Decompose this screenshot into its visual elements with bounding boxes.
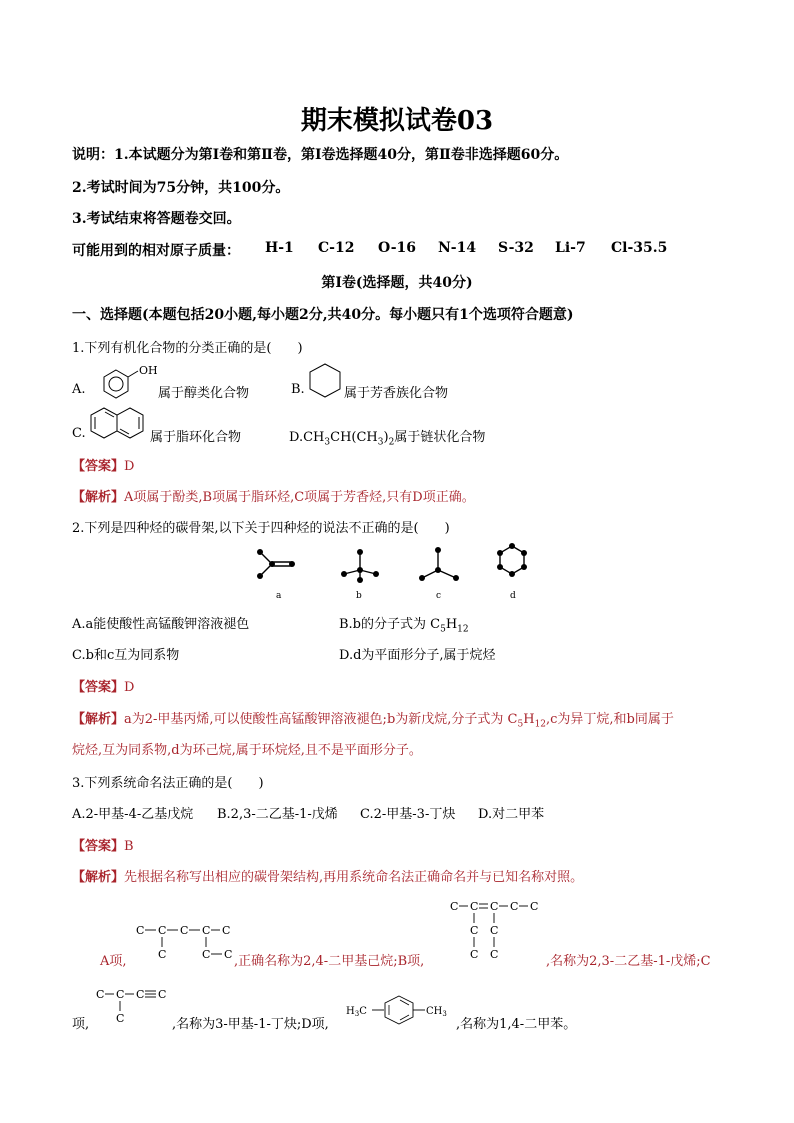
q1-analysis: 【解析】A项属于酚类,B项属于脂环烃,C项属于芳香烃,只有D项正确。 bbox=[72, 490, 475, 505]
skeleton-label-b: b bbox=[356, 591, 362, 601]
naphthalene-structure bbox=[86, 404, 148, 442]
q3-result-b: ,名称为2,3-二乙基-1-戊烯;C bbox=[546, 954, 711, 969]
svg-text:H3C: $H_3C$ bbox=[346, 1006, 367, 1018]
q3-option-c: C.2-甲基-3-丁炔 bbox=[360, 807, 456, 822]
q2-stem: 2.下列是四种烃的碳骨架,以下关于四种烃的说法不正确的是( ) bbox=[72, 521, 450, 536]
mass-o: O-16 bbox=[378, 240, 417, 256]
svg-text:C: C bbox=[470, 948, 479, 961]
svg-text:C: C bbox=[490, 924, 499, 937]
page-title: 期末模拟试卷03 bbox=[300, 106, 494, 136]
svg-text:C: C bbox=[470, 924, 479, 937]
q3-result-c: ,名称为3-甲基-1-丁炔;D项, bbox=[172, 1017, 329, 1032]
svg-text:C: C bbox=[222, 924, 231, 937]
mass-li: Li-7 bbox=[555, 240, 586, 256]
svg-text:C: C bbox=[116, 1012, 125, 1025]
svg-text:C: C bbox=[450, 900, 459, 913]
q1-answer: 【答案】D bbox=[72, 459, 135, 474]
q2-answer: 【答案】D bbox=[72, 680, 135, 695]
q1-option-d: $D.CH_3CH(CH_3)_2$属于链状化合物 bbox=[289, 430, 486, 448]
svg-text:C: C bbox=[116, 988, 125, 1001]
q1-stem: 1.下列有机化合物的分类正确的是( ) bbox=[72, 341, 303, 356]
skeleton-label-c: c bbox=[436, 591, 442, 601]
q3-item-a: A项, bbox=[100, 954, 127, 969]
q3-result-a: ,正确名称为2,4-二甲基己烷;B项, bbox=[234, 954, 425, 969]
q3-stem: 3.下列系统命名法正确的是( ) bbox=[72, 776, 264, 791]
note-1: 说明：1.本试题分为第Ⅰ卷和第Ⅱ卷，第Ⅰ卷选择题40分，第Ⅱ卷非选择题60分。 bbox=[72, 147, 569, 163]
q2-analysis-line1: 【解析】a为2-甲基丙烯,可以使酸性高锰酸钾溶液褪色;b为新戊烷,分子式为 $C_5H_{12},c$为异丁烷,和b同属于 bbox=[72, 712, 674, 730]
mass-cl: Cl-35.5 bbox=[611, 240, 668, 256]
skeleton-label-a: a bbox=[276, 591, 282, 601]
svg-text:C: C bbox=[510, 900, 519, 913]
svg-text:C: C bbox=[470, 900, 479, 913]
q1-option-a-prefix: A. bbox=[72, 382, 86, 397]
q3-answer: 【答案】B bbox=[72, 839, 134, 854]
svg-text:C: C bbox=[136, 988, 145, 1001]
q1-option-c-prefix: C. bbox=[72, 426, 86, 441]
svg-text:C: C bbox=[96, 988, 105, 1001]
structure-b bbox=[446, 896, 546, 966]
q2-analysis-line2: 烷烃,互为同系物,d为环己烷,属于环烷烃,且不是平面形分子。 bbox=[72, 743, 422, 758]
note-3: 3.考试结束将答题卷交回。 bbox=[72, 211, 241, 227]
svg-text:C: C bbox=[530, 900, 539, 913]
structure-a bbox=[132, 920, 236, 966]
q3-item-c: 项, bbox=[72, 1017, 90, 1032]
q2-option-c: C.b和c互为同系物 bbox=[72, 648, 180, 663]
cyclohexane-structure bbox=[306, 362, 344, 400]
q2-option-b: B.b的分子式为 $C_5H_{12}$ bbox=[339, 617, 469, 635]
mass-c: C-12 bbox=[318, 240, 355, 256]
q1-option-b-label: 属于芳香族化合物 bbox=[344, 386, 449, 401]
svg-text:C: C bbox=[490, 948, 499, 961]
svg-text:CH3: $CH_3$ bbox=[426, 1006, 447, 1018]
svg-text:C: C bbox=[224, 948, 233, 961]
oh-label: OH bbox=[139, 364, 158, 377]
svg-text:C: C bbox=[158, 988, 167, 1001]
q1-option-c-label: 属于脂环化合物 bbox=[150, 430, 242, 445]
mass-n: N-14 bbox=[438, 240, 477, 256]
svg-text:C: C bbox=[136, 924, 145, 937]
structure-c bbox=[94, 984, 170, 1028]
svg-text:C: C bbox=[490, 900, 499, 913]
part1-title: 第Ⅰ卷(选择题，共40分) bbox=[321, 275, 473, 291]
mass-h: H-1 bbox=[265, 240, 294, 256]
q2-option-d: D.d为平面形分子,属于烷烃 bbox=[339, 648, 496, 663]
carbon-skeletons-figure bbox=[250, 540, 540, 602]
svg-text:C: C bbox=[202, 924, 211, 937]
mass-label: 可能用到的相对原子质量： bbox=[72, 243, 240, 259]
svg-text:C: C bbox=[158, 924, 167, 937]
svg-text:C: C bbox=[202, 948, 211, 961]
q2-option-a: A.a能使酸性高锰酸钾溶液褪色 bbox=[72, 617, 250, 632]
q3-result-d: ,名称为1,4-二甲苯。 bbox=[456, 1017, 577, 1032]
section-heading: 一、选择题(本题包括20小题,每小题2分,共40分。每小题只有1个选项符合题意) bbox=[72, 307, 574, 323]
q1-option-b-prefix: B. bbox=[291, 382, 305, 397]
q3-option-b: B.2,3-二乙基-1-戊烯 bbox=[217, 807, 338, 822]
mass-s: S-32 bbox=[498, 240, 534, 256]
q3-analysis: 【解析】先根据名称写出相应的碳骨架结构,再用系统命名法正确命名并与已知名称对照。 bbox=[72, 870, 584, 885]
q3-option-a: A.2-甲基-4-乙基戊烷 bbox=[72, 807, 194, 822]
skeleton-label-d: d bbox=[510, 591, 516, 601]
note-2: 2.考试时间为75分钟，共100分。 bbox=[72, 180, 290, 196]
q1-option-a-label: 属于醇类化合物 bbox=[158, 386, 250, 401]
q3-option-d: D.对二甲苯 bbox=[478, 807, 545, 822]
phenol-structure bbox=[86, 362, 158, 402]
svg-text:C: C bbox=[180, 924, 189, 937]
p-xylene-structure bbox=[344, 994, 456, 1028]
svg-text:C: C bbox=[158, 948, 167, 961]
